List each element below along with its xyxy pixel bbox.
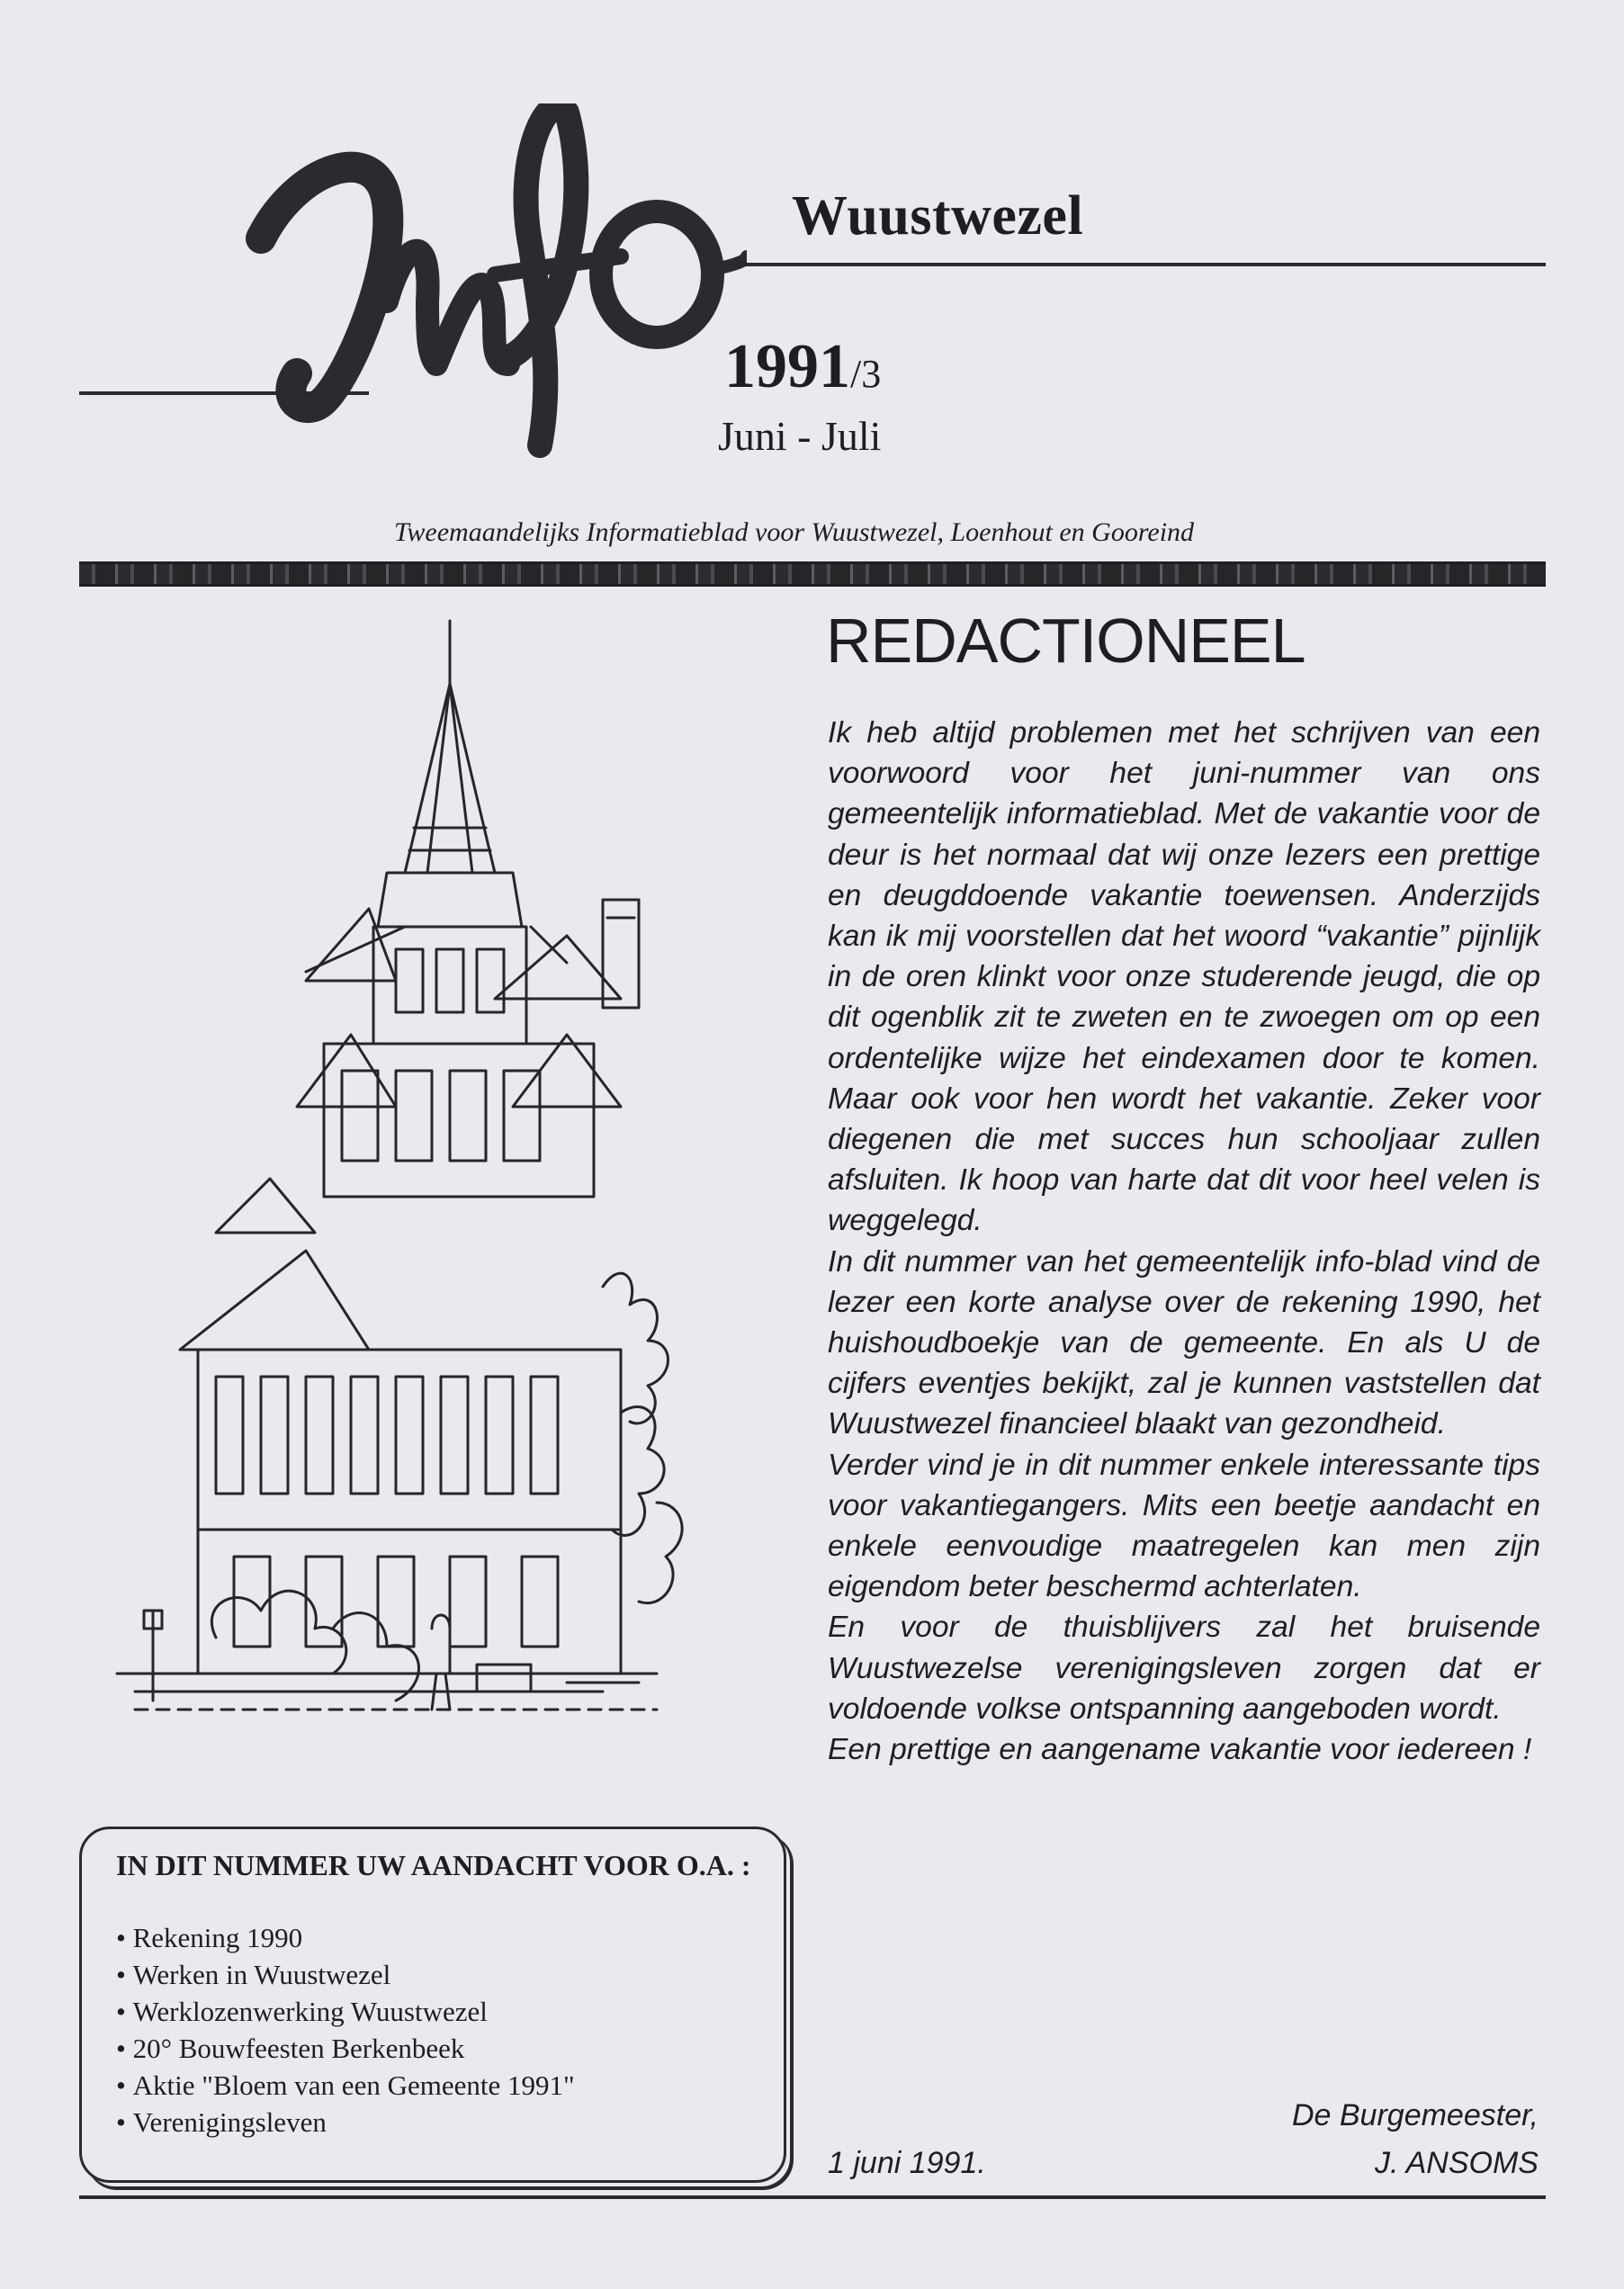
article-paragraph: Verder vind je in dit nummer enkele interessante tips voor vakantiegangers. Mits een beetje aandacht en enkele eenvoudige maatregelen kan men zijn eigendom beter beschermd achterlaten. [828,1448,1540,1604]
contents-list [116,1919,575,2141]
article-paragraph: Ik heb altijd problemen met het schrijven van een voorwoord voor het juni-nummer van ons gemeentelijk informatieblad. Met de vakantie voor de deur is het normaal dat wij onze lezers een prettige en deugddoende vakantie toewensen. Anderzijds kan ik mij voorstellen dat het woord “vakantie” pijnlijk in de oren klinkt voor onze studerende jeugd, die op dit ogenblik zit te zweten en te zwoegen om op een ordentelijke wijze het eindexamen door te komen. Maar ook voor hen wordt het vakantie. Zeker voor diegenen die met succes hun schooljaar zullen afsluiten. Ik hoop van harte dat dit voor heel velen is weggelegd. [828,716,1540,1238]
article-body [828,713,1540,1770]
contents-item: • Verenigingsleven [116,2104,575,2141]
article-paragraph: En voor de thuisblijvers zal het bruisende Wuustwezelse verenigingsleven zorgen dat er voldoende volkse ontspanning aangeboden wordt. [828,1611,1540,1726]
tagline: Tweemaandelijks Informatieblad voor Wuustwezel, Loenhout en Gooreind [393,517,1195,547]
info-logo [243,103,747,463]
issue-sequence: /3 [850,352,882,396]
article-title: REDACTIONEEL [826,606,1305,676]
issue-period: Juni - Juli [718,413,882,459]
issue-number [724,331,881,403]
signature-date: 1 juni 1991. [828,2146,986,2180]
building-sketch-icon [99,603,729,1854]
header-band-divider [79,561,1546,587]
article-paragraph: In dit nummer van het gemeentelijk info-blad vind de lezer een korte analyse over de rekening 1990, het huishoudboekje van de gemeente. En als U de cijfers eventjes bekijkt, zal je kunnen vaststellen dat Wuustwezel financieel blaakt van gezondheid. [828,1244,1540,1441]
masthead-rule-left [79,391,369,395]
contents-box [79,1827,786,2183]
contents-item: • Aktie "Bloem van een Gemeente 1991" [116,2067,575,2104]
contents-item: • Rekening 1990 [116,1919,575,1956]
footer-rule [79,2195,1546,2199]
contents-heading: IN DIT NUMMER UW AANDACHT VOOR O.A. : [116,1849,751,1881]
contents-item: • Werken in Wuustwezel [116,1956,575,1993]
signature-name: J. ANSOMS [1375,2146,1539,2180]
masthead-rule-right [720,263,1546,266]
contents-item: • Werklozenwerking Wuustwezel [116,1993,575,2030]
contents-item: • 20° Bouwfeesten Berkenbeek [116,2030,575,2067]
signature-title: De Burgemeester, [1291,2098,1539,2132]
article-paragraph: Een prettige en aangename vakantie voor iedereen ! [828,1733,1532,1767]
issue-year: 1991 [724,332,850,401]
brand-name: Wuustwezel [792,185,1084,247]
